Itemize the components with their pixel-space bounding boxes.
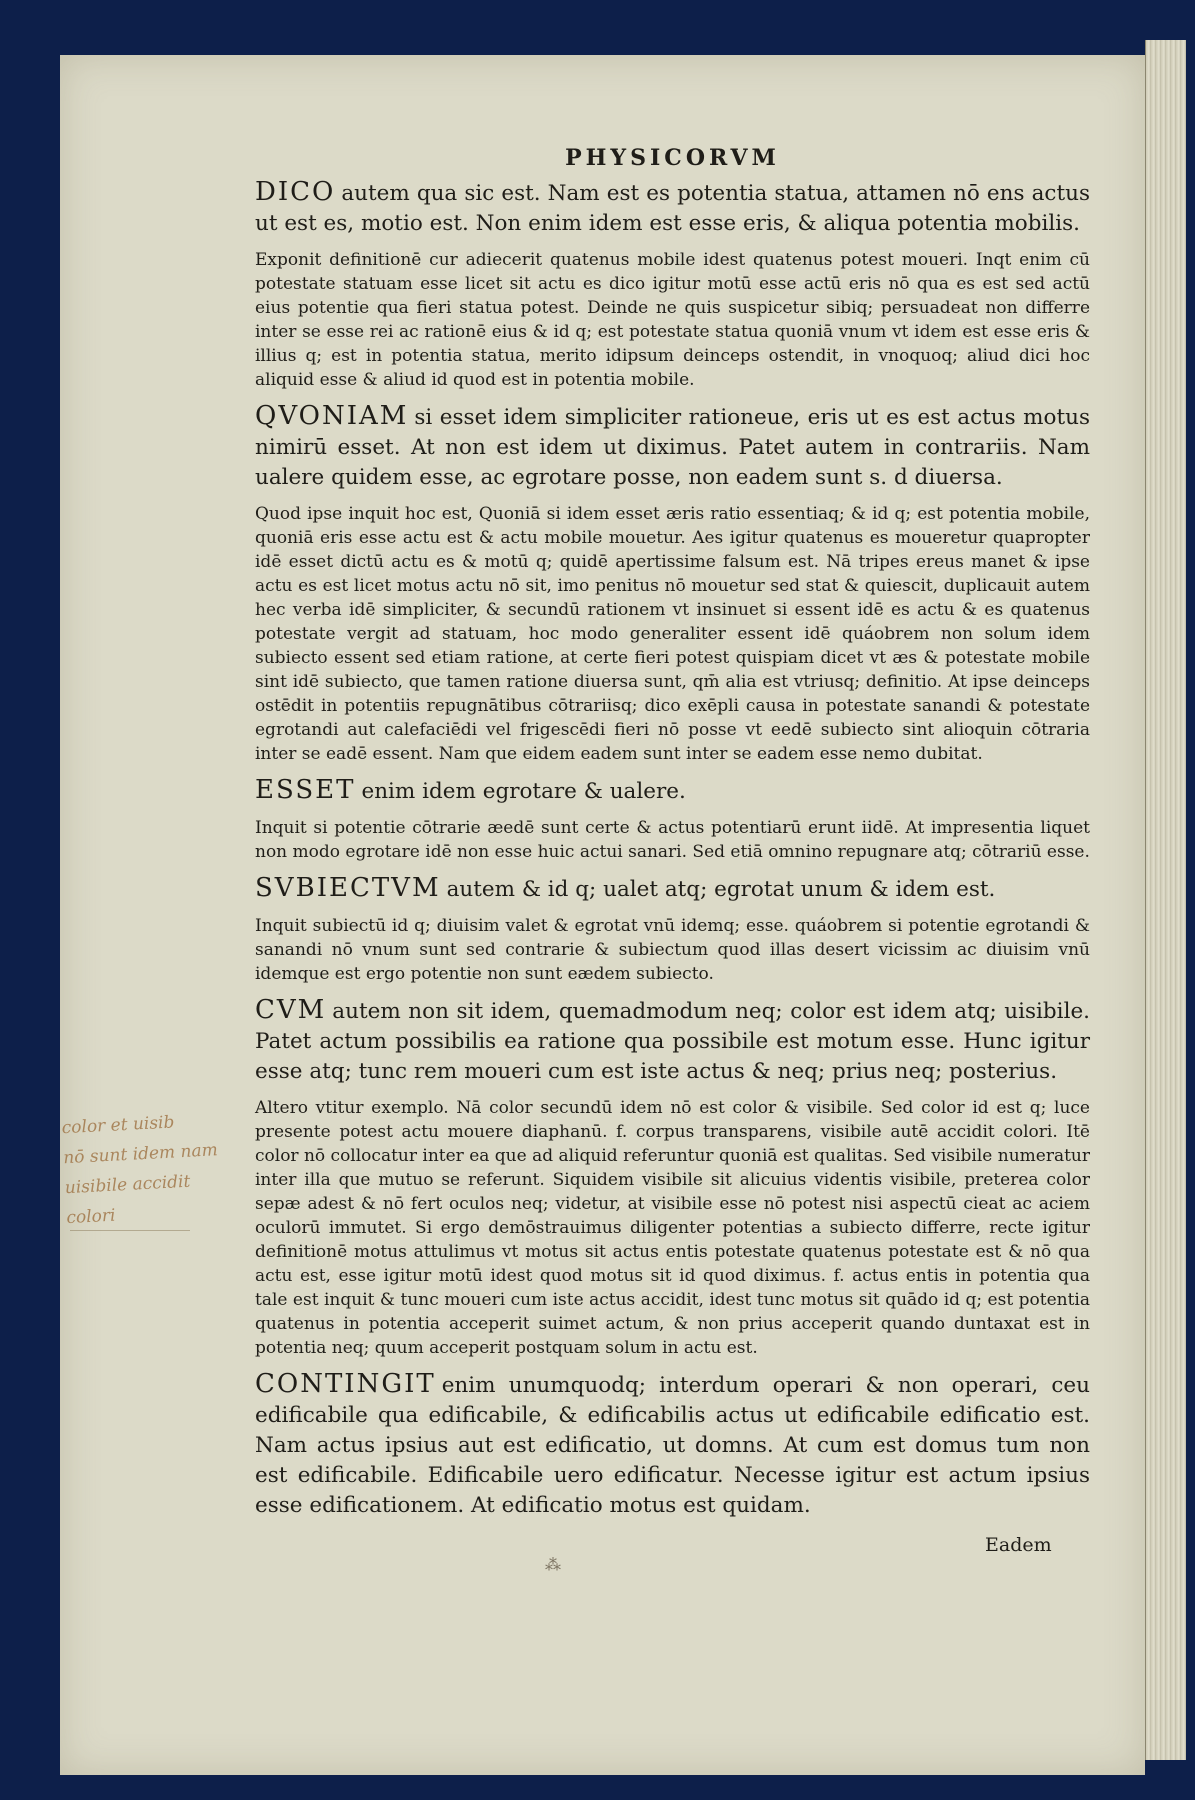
lemma: ESSET (255, 775, 356, 805)
paragraph-text: Inquit subiectū id q; diuisim valet & egrotat vnū idemq; esse. quáobrem si potentie egrotandi & sanandi nō vnum sunt sed contrarie & subiectum quod illas desert vicissim ac diuisim vnū idemque est ergo potentie non sunt eædem subiecto. (255, 916, 1090, 984)
aristotle-paragraph (255, 401, 1090, 493)
paragraph-text: autem non sit idem, quemadmodum neq; color est idem atq; uisibile. Patet actum possibilis ea ratione qua possibile est motum esse. Hunc igitur esse atq; tunc rem moueri cum est iste actus & neq; prius neq; posterius. (255, 999, 1090, 1084)
paragraph-text: Inquit si potentie cōtrarie æedē sunt certe & actus potentiarū erunt iidē. At impresentia liquet non modo egrotare idē non esse huic actui sanari. Sed etiā omnino repugnare atq; cōtrariū esse. (255, 818, 1090, 862)
margin-rule (70, 1230, 190, 1231)
paragraph-text: autem & id q; ualet atq; egrotat unum & idem est. (446, 877, 996, 902)
running-head: PHYSICORVM (565, 145, 780, 171)
lemma: SVBIECTVM (255, 873, 441, 903)
commentary-paragraph (255, 914, 1090, 986)
paragraph-text: Quod ipse inquit hoc est, Quoniā si idem esset æris ratio essentiaq; & id q; est potentia mobile, quoniā eris esse actu est & actu mobile mouetur. Aes igitur quatenus es moueretur quapropter idē esset dictū actu es & motū q; quidē apertissime falsum est. Nā tripes ereus manet & ipse actu es est licet motus actu nō sit, imo penitus nō mouetur sed stat & quiescit, duplicauit autem hec verba idē simpliciter, & secundū rationem vt insinuet si essent idē es actu & es quatenus potestate vergit ad statuam, hoc modo generaliter essent idē quáobrem non solum idem subiecto essent sed etiam ratione, at certe fieri potest quispiam dicet vt æs & potestate mobile sint idē subiecto, que tamen ratione diuersa sunt, qm̄ alia est vtriusq; definitio. At ipse deinceps ostēdit in potentiis repugnātibus cōtrariisq; dico exēpli causa in potestate sanandi & potestate egrotandi aut calefaciēdi vel frigescēdi fieri nō posse vt eedē subiecto sint alioquin cōtraria inter se eadē essent. Nam que eidem eadem sunt inter se eadem esse nemo dubitat. (255, 504, 1090, 764)
text-block (255, 145, 1090, 1530)
marginal-annotation (61, 1103, 267, 1233)
margin-note-line: color et uisib (61, 1112, 175, 1139)
commentary-paragraph (255, 1096, 1090, 1360)
lemma: DICO (255, 177, 336, 207)
aristotle-paragraph (255, 995, 1090, 1087)
paragraph-text: Altero vtitur exemplo. Nā color secundū idem nō est color & visibile. Sed color id est q; luce presente potest actu mouere diaphanū. f. corpus transparens, visibile autē accidit colori. Itē color nō collocatur inter ea que ad aliquid referuntur quoniā est qualitas. Sed visibile numeratur inter illa que mutuo se referunt. Siquidem visibile sit alicuius videntis visibile, preterea color sepæ adest & nō fert oculos neq; videtur, at visibile esse nō potest nisi aspectū cieat ac aciem oculorū immutet. Si ergo demōstrauimus diligenter potentias a subiecto differre, recte igitur definitionē motus attulimus vt motus sit actus entis potestate quatenus potestate est & nō qua actu est, esse igitur motū idest quod motus sit id quod diximus. f. actus entis in potentia qua tale est inquit & tunc moueri cum iste actus accidit, idest tunc motus sit quādo id q; est potentia quatenus in potentia acceperit suimet actum, & non prius acceperit quando duntaxat est in potentia neq; quum acceperit postquam solum in actu est. (255, 1098, 1090, 1358)
paragraph-text: Exponit definitionē cur adiecerit quatenus mobile idest quatenus potest moueri. Inqt enim cū potestate statuam esse licet sit actu es dico igitur motū esse actū eris nō qua es est sed actū eius potentie qua fieri statua potest. Deinde ne quis suspicetur sibiq; persuadeat non differre inter se esse rei ac rationē eius & id q; est potestate statua quoniā vnum vt idem est esse eris & illius q; est in potentia statua, merito idipsum deinceps ostendit, in vnoquoq; aliud dici hoc aliquid esse & aliud id quod est in potentia mobile. (255, 250, 1090, 390)
margin-note-line: colori (65, 1205, 116, 1229)
paragraph-text: enim idem egrotare & ualere. (361, 779, 686, 804)
facing-page-edge (1145, 40, 1186, 1760)
catchword: Eadem (985, 1534, 1052, 1556)
lemma: QVONIAM (255, 401, 409, 431)
paragraph-text: autem qua sic est. Nam est es potentia statua, attamen nō ens actus ut est es, motio est. Non enim idem est esse eris, & aliqua potentia mobilis. (255, 181, 1090, 236)
paragraph-text: enim unumquodq; interdum operari & non operari, ceu edificabile qua edificabile, & edificabilis actus ut edificabile edificatio est. Nam actus ipsius aut est edificatio, ut domns. At cum est domus tum non est edificabile. Edificabile uero edificatur. Necesse igitur est actum ipsius esse edificationem. At edificatio motus est quidam. (255, 1373, 1090, 1518)
aristotle-paragraph (255, 873, 1090, 905)
margin-note-line: nō sunt idem nam (62, 1140, 219, 1169)
aristotle-paragraph (255, 1369, 1090, 1521)
aristotle-paragraph (255, 775, 1090, 807)
lemma: CVM (255, 995, 327, 1025)
commentary-paragraph (255, 248, 1090, 392)
commentary-paragraph (255, 816, 1090, 864)
ornament-icon: ⁂ (545, 1555, 561, 1574)
lemma: CONTINGIT (255, 1369, 436, 1399)
commentary-paragraph (255, 502, 1090, 766)
aristotle-paragraph (255, 177, 1090, 239)
margin-note-line: uisibile accidit (64, 1171, 191, 1199)
paragraph-text: si esset idem simpliciter rationeue, eris ut es est actus motus nimirū esset. At non est idem ut diximus. Patet autem in contrariis. Nam ualere quidem esse, ac egrotare posse, non eadem sunt s. d diuersa. (255, 405, 1090, 490)
